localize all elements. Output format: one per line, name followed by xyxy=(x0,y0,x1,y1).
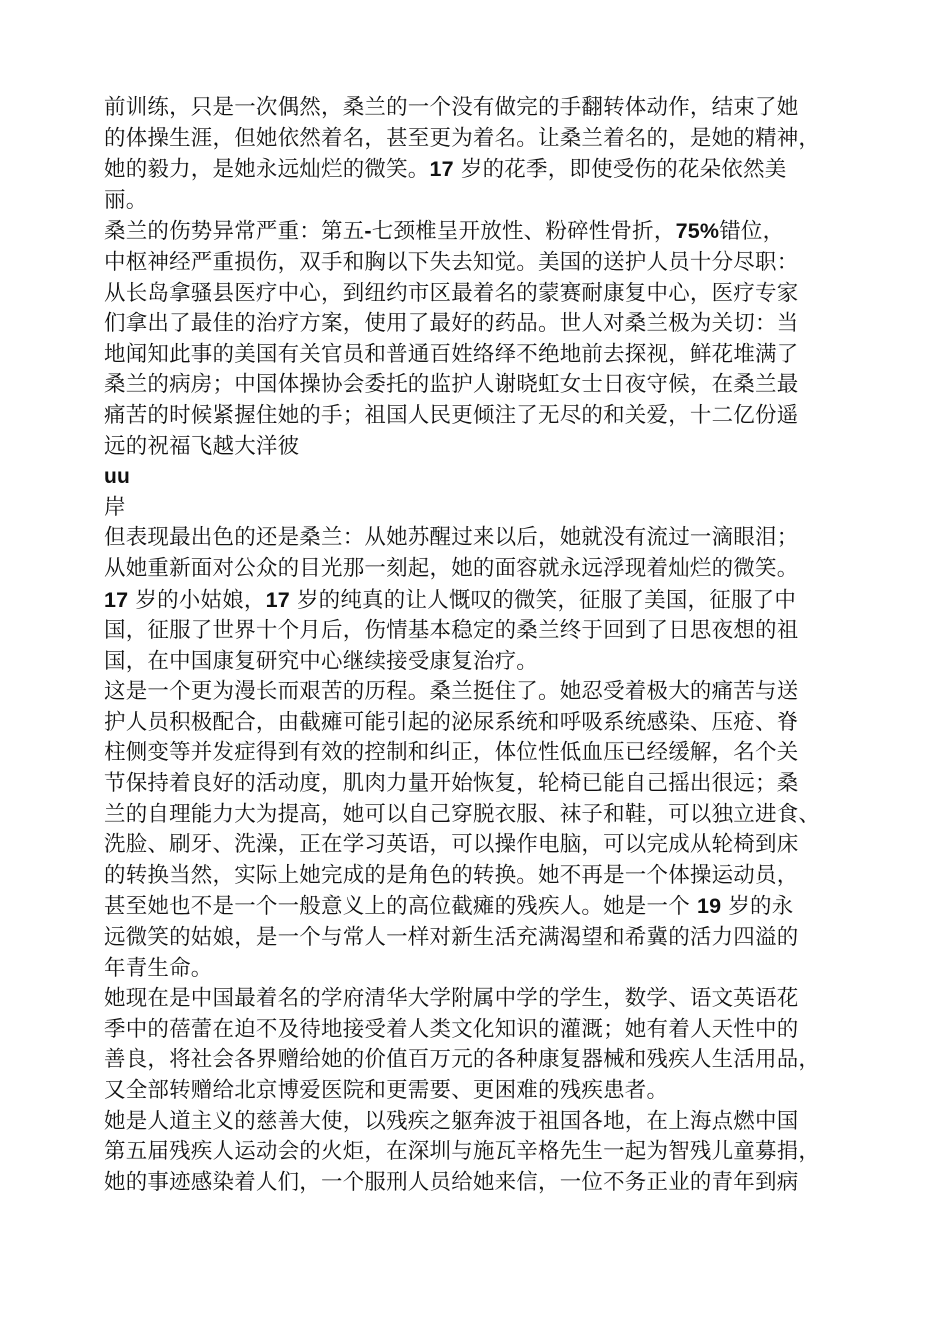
percent-number: 75% xyxy=(675,219,720,244)
text-line xyxy=(104,154,864,186)
text-line: 的体操生涯，但她依然着名，甚至更为着名。让桑兰着名的，是她的精神， xyxy=(104,125,821,151)
text-line: 她的事迹感染着人们，一个服刑人员给她来信，一位不务正业的青年到病 xyxy=(104,1169,799,1195)
text-line: 护人员积极配合，由截瘫可能引起的泌尿系统和呼吸系统感染、压疮、脊 xyxy=(104,709,799,735)
text-line: 远微笑的姑娘，是一个与常人一样对新生活充满渴望和希冀的活力四溢的 xyxy=(104,925,799,951)
text-run: 岁的纯真的让人慨叹的微笑，征服了美国，征服了中 xyxy=(296,587,797,613)
text-line xyxy=(104,216,864,248)
text-line: 第五届残疾人运动会的火炬，在深圳与施瓦辛格先生一起为智残儿童募捐， xyxy=(104,1139,821,1165)
text-line: 国，征服了世界十个月后，伤情基本稳定的桑兰终于回到了日思夜想的祖 xyxy=(104,618,799,644)
text-line: 她现在是中国最着名的学府清华大学附属中学的学生，数学、语文英语花 xyxy=(104,986,799,1012)
text-line: 岸 xyxy=(104,494,126,520)
text-line: 柱侧变等并发症得到有效的控制和纠正，体位性低血压已经缓解，名个关 xyxy=(104,740,799,766)
text-line: 桑兰的病房；中国体操协会委托的监护人谢晓虹女士日夜守候，在桑兰最 xyxy=(104,372,799,398)
text-line: 地闻知此事的美国有关官员和普通百姓络绎不绝地前去探视，鲜花堆满了 xyxy=(104,341,799,367)
text-line: 们拿出了最佳的治疗方案，使用了最好的药品。世人对桑兰极为关切：当 xyxy=(104,311,799,337)
text-line: 从长岛拿骚县医疗中心，到纽约市区最着名的蒙赛耐康复中心，医疗专家 xyxy=(104,280,799,306)
text-line: 她是人道主义的慈善大使，以残疾之躯奔波于祖国各地，在上海点燃中国 xyxy=(104,1108,799,1134)
age-number: 19 xyxy=(696,894,722,919)
age-number: 17 xyxy=(265,587,290,612)
text-line: 季中的蓓蕾在迫不及待地接受着人类文化知识的灌溉；她有着人天性中的 xyxy=(104,1016,799,1042)
text-run: 甚至她也不是一个一般意义上的高位截瘫的残疾人。她是一个 xyxy=(104,894,690,920)
text-line: 洗脸、刷牙、洗澡，正在学习英语，可以操作电脑，可以完成从轮椅到床 xyxy=(104,832,799,858)
text-run: 桑兰的伤势异常严重：第五 xyxy=(104,219,365,245)
dash: - xyxy=(364,219,372,244)
stray-text: uu xyxy=(104,465,131,489)
age-number: 17 xyxy=(104,587,129,612)
text-line: 丽。 xyxy=(104,187,148,213)
text-line: 的转换当然，实际上她完成的是角色的转换。她不再是一个体操运动员， xyxy=(104,862,799,888)
text-run: 七颈椎呈开放性、粉碎性骨折， xyxy=(371,219,676,245)
text-run: 岁的永 xyxy=(728,894,794,920)
text-line: 这是一个更为漫长而艰苦的历程。桑兰挺住了。她忍受着极大的痛苦与送 xyxy=(104,679,799,705)
text-line: 远的祝福飞越大洋彼 xyxy=(104,433,300,459)
text-run: 错位， xyxy=(719,219,785,245)
text-line xyxy=(104,891,864,923)
text-line: 国，在中国康复研究中心继续接受康复治疗。 xyxy=(104,648,539,674)
text-line: 痛苦的时候紧握住她的手；祖国人民更倾注了无尽的和关爱，十二亿份遥 xyxy=(104,402,799,428)
text-line: 善良，将社会各界赠给她的价值百万元的各种康复器械和残疾人生活用品， xyxy=(104,1047,821,1073)
text-run: 岁的小姑娘， xyxy=(135,587,266,613)
text-line: 但表现最出色的还是桑兰：从她苏醒过来以后，她就没有流过一滴眼泪； xyxy=(104,525,799,551)
text-run: 她的毅力，是她永远灿烂的微笑。 xyxy=(104,157,430,183)
text-line: 年青生命。 xyxy=(104,955,213,981)
text-line: 中枢神经严重损伤，双手和胸以下失去知觉。美国的送护人员十分尽职： xyxy=(104,249,799,275)
text-line: 又全部转赠给北京博爱医院和更需要、更困难的残疾患者。 xyxy=(104,1078,669,1103)
text-line xyxy=(104,585,864,617)
text-line: 前训练，只是一次偶然，桑兰的一个没有做完的手翻转体动作，结束了她 xyxy=(104,95,799,120)
age-number: 17 xyxy=(429,157,454,182)
document-body xyxy=(104,93,864,1198)
text-run: 岁的花季，即使受伤的花朵依然美 xyxy=(460,157,787,183)
text-line: 兰的自理能力大为提高，她可以自己穿脱衣服、袜子和鞋，可以独立进食、 xyxy=(104,801,821,827)
text-line: 节保持着良好的活动度，肌肉力量开始恢复，轮椅已能自己摇出很远；桑 xyxy=(104,771,799,797)
text-line: 从她重新面对公众的目光那一刻起，她的面容就永远浮现着灿烂的微笑。 xyxy=(104,555,799,581)
